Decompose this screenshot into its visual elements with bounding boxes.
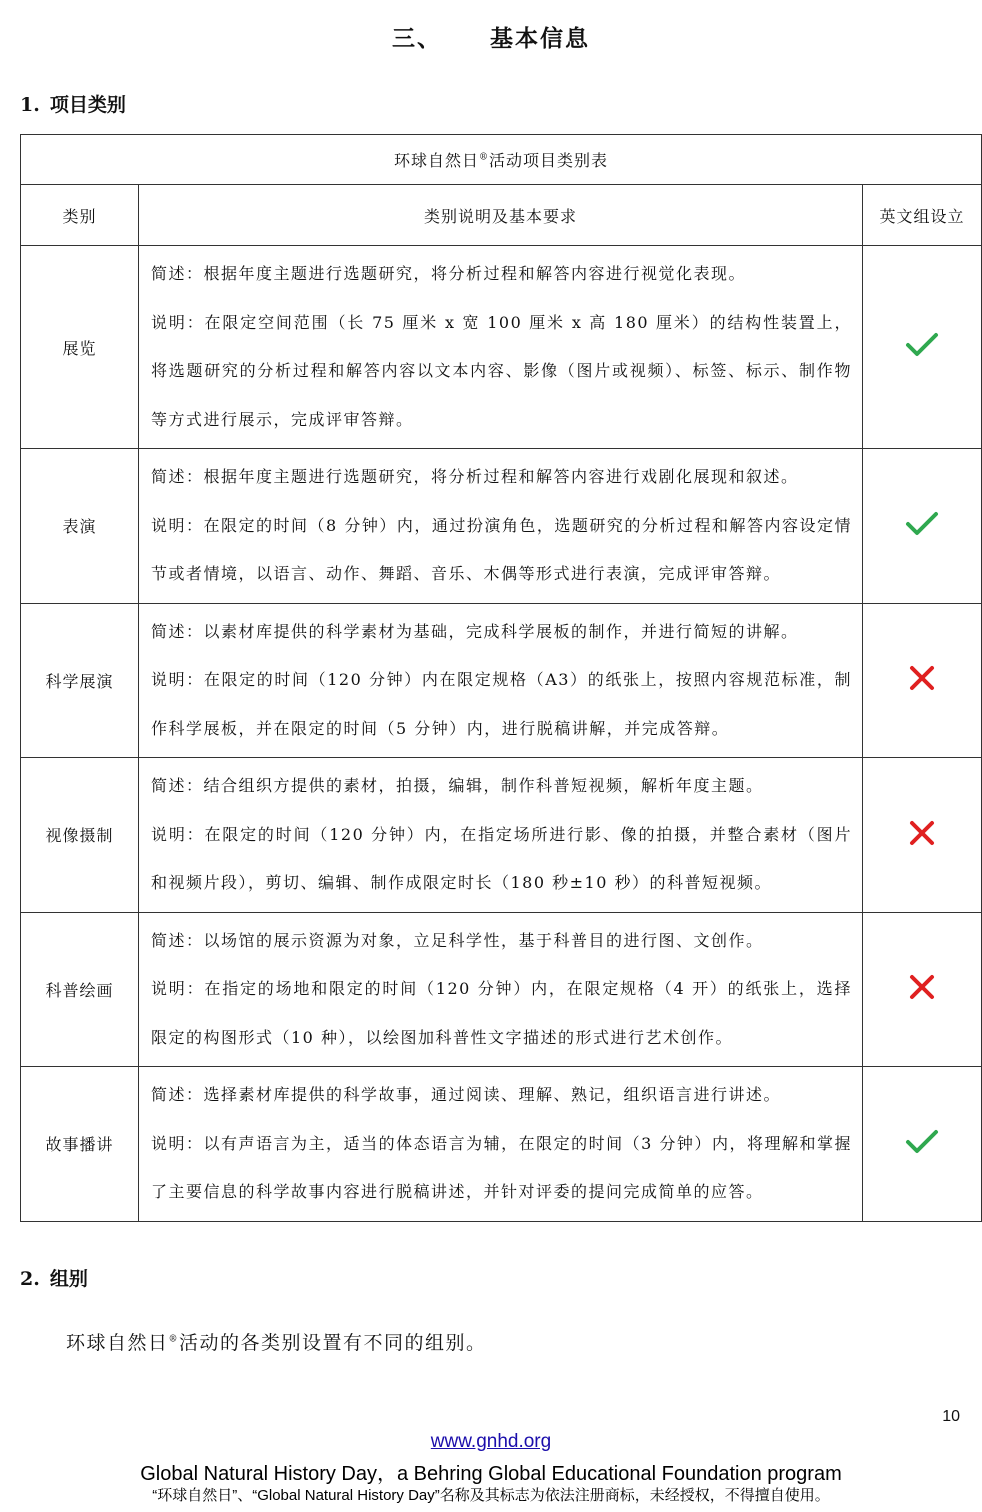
- details-text: 说明：在限定的时间（120 分钟）内在限定规格（A3）的纸张上，按照内容规范标准，制作科学展板，并在限定的时间（5 分钟）内，进行脱稿讲解，并完成答辩。: [151, 670, 852, 738]
- paragraph-prefix: 环球自然日: [66, 1332, 169, 1354]
- description-cell: [139, 758, 863, 913]
- description-cell: [139, 1067, 863, 1222]
- summary-text: 简述：根据年度主题进行选题研究，将分析过程和解答内容进行视觉化表现。: [151, 264, 747, 283]
- details-text: 说明：在限定空间范围（长 75 厘米 x 宽 100 厘米 x 高 180 厘米）的结构性装置上，将选题研究的分析过程和解答内容以文本内容、影像（图片或视频）、标签、标示、制作物等方式进行展示，完成评审答辩。: [151, 312, 852, 429]
- header-english-group: 英文组设立: [863, 185, 982, 246]
- footer-link[interactable]: www.gnhd.org: [430, 1431, 552, 1452]
- description-cell: [139, 449, 863, 604]
- check-icon: [905, 331, 939, 359]
- footer-trademark-note: “环球自然日”、“Global Natural History Day”名称及其标志为依法注册商标，未经授权，不得擅自使用。: [152, 1487, 830, 1504]
- category-cell: 展览: [21, 246, 139, 449]
- summary-text: 简述：结合组织方提供的素材，拍摄，编辑，制作科普短视频，解析年度主题。: [151, 776, 764, 795]
- category-cell: 故事播讲: [21, 1067, 139, 1222]
- footer-program-line: Global Natural History Day，a Behring Global Educational Foundation program: [140, 1463, 842, 1485]
- registered-mark: ®: [479, 152, 489, 163]
- english-group-cell: [863, 912, 982, 1067]
- category-cell: 科普绘画: [21, 912, 139, 1067]
- category-cell: 视像摄制: [21, 758, 139, 913]
- details-text: 说明：在指定的场地和限定的时间（120 分钟）内，在限定规格（4 开）的纸张上，选择限定的构图形式（10 种），以绘图加科普性文字描述的形式进行艺术创作。: [151, 979, 852, 1047]
- details-text: 说明：在限定的时间（8 分钟）内，通过扮演角色，选题研究的分析过程和解答内容设定情节或者情境，以语言、动作、舞蹈、音乐、木偶等形式进行表演，完成评审答辩。: [151, 515, 852, 583]
- table-row: [21, 603, 982, 758]
- section-heading: [0, 20, 982, 53]
- subsection-number: 2.: [20, 1268, 40, 1290]
- table-row: [21, 449, 982, 604]
- english-group-cell: [863, 758, 982, 913]
- summary-text: 简述：以场馆的展示资源为对象，立足科学性，基于科普目的进行图、文创作。: [151, 930, 764, 950]
- summary-text: 简述：选择素材库提供的科学故事，通过阅读、理解、熟记，组织语言进行讲述。: [151, 1085, 782, 1104]
- english-group-cell: [863, 1067, 982, 1222]
- category-cell: 表演: [21, 449, 139, 604]
- section-number: 三、: [392, 25, 442, 52]
- table-row: [21, 246, 982, 449]
- description-cell: [139, 246, 863, 449]
- registered-mark: ®: [168, 1334, 180, 1345]
- table-caption-prefix: 环球自然日: [393, 151, 479, 170]
- subsection-heading-categories: [20, 90, 126, 117]
- paragraph-suffix: 活动的各类别设置有不同的组别。: [179, 1332, 487, 1354]
- subsection-heading-groups: [20, 1264, 88, 1291]
- summary-text: 简述：以素材库提供的科学素材为基础，完成科学展板的制作，并进行简短的讲解。: [151, 621, 799, 641]
- details-text: 说明：在限定的时间（120 分钟）内，在指定场所进行影、像的拍摄，并整合素材（图片和视频片段），剪切、编辑、制作成限定时长（180 秒±10 秒）的科普短视频。: [151, 824, 852, 892]
- cross-icon: [908, 819, 936, 847]
- english-group-cell: [863, 603, 982, 758]
- check-icon: [905, 1128, 939, 1156]
- description-cell: [139, 603, 863, 758]
- check-icon: [905, 510, 939, 538]
- table-caption-suffix: 活动项目类别表: [489, 151, 609, 170]
- category-table: [20, 134, 982, 1222]
- groups-paragraph: [66, 1328, 487, 1355]
- table-row: [21, 758, 982, 913]
- table-row: [21, 1067, 982, 1222]
- table-caption: [21, 135, 982, 185]
- details-text: 说明：以有声语言为主，适当的体态语言为辅，在限定的时间（3 分钟）内，将理解和掌握了主要信息的科学故事内容进行脱稿讲述，并针对评委的提问完成简单的应答。: [151, 1133, 852, 1201]
- subsection-title: 组别: [49, 1268, 88, 1290]
- summary-text: 简述：根据年度主题进行选题研究，将分析过程和解答内容进行戏剧化展现和叙述。: [151, 467, 799, 486]
- cross-icon: [908, 664, 936, 692]
- header-category: 类别: [21, 185, 139, 246]
- page-number: 10: [942, 1408, 960, 1425]
- english-group-cell: [863, 449, 982, 604]
- category-cell: 科学展演: [21, 603, 139, 758]
- cross-icon: [908, 973, 936, 1001]
- subsection-number: 1.: [20, 94, 40, 116]
- table-row: [21, 912, 982, 1067]
- description-cell: [139, 912, 863, 1067]
- english-group-cell: [863, 246, 982, 449]
- subsection-title: 项目类别: [49, 94, 126, 116]
- section-title: 基本信息: [490, 25, 590, 52]
- header-description: 类别说明及基本要求: [139, 185, 863, 246]
